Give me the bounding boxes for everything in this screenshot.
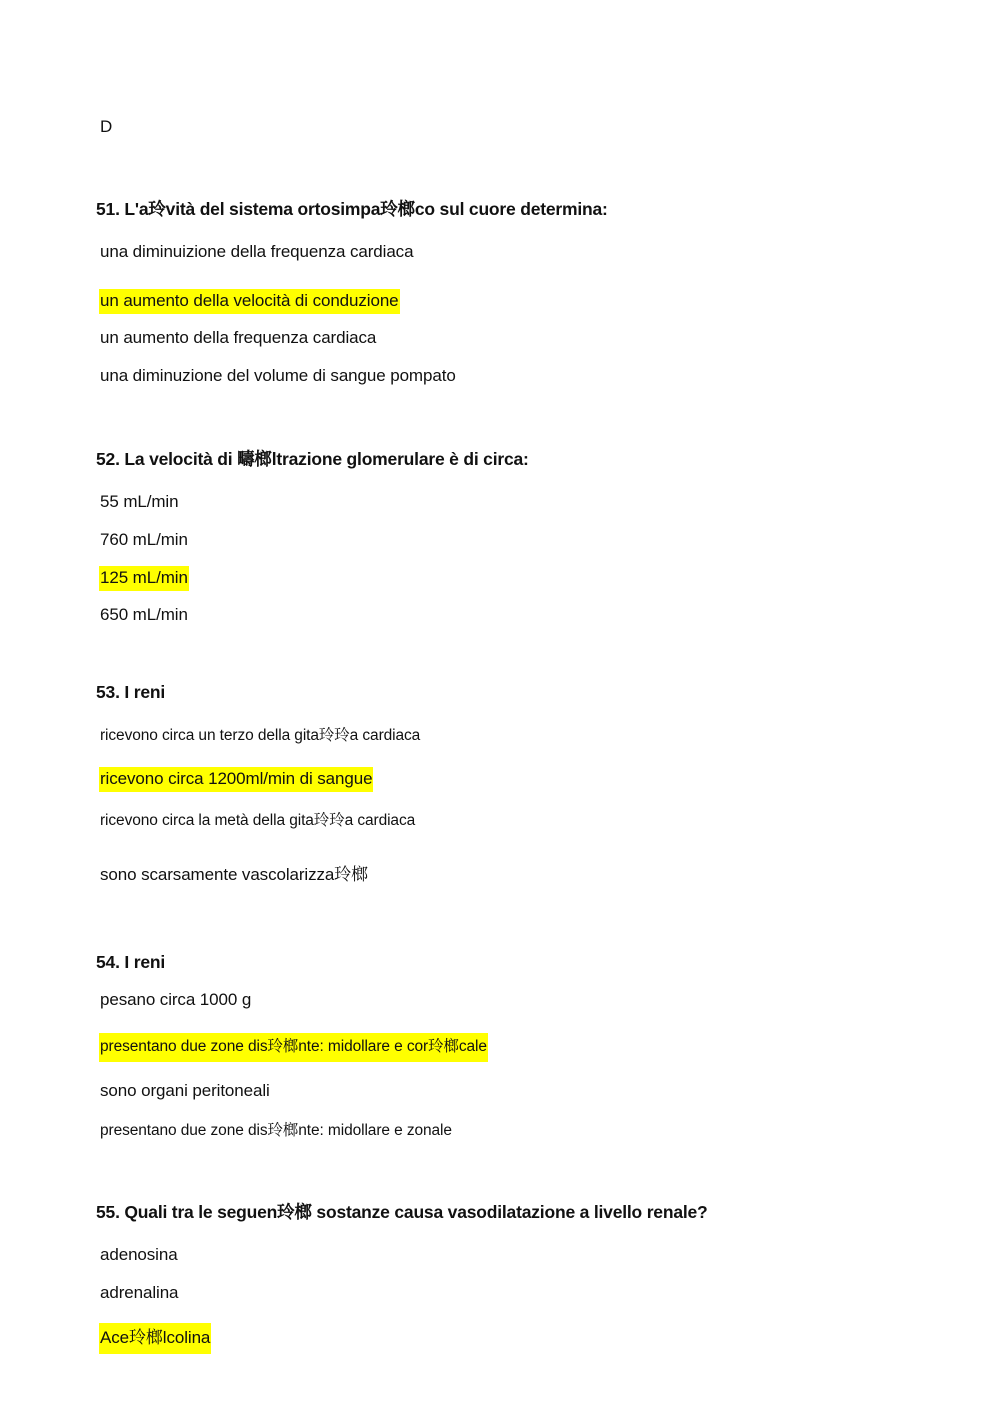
question-55-title: 55. Quali tra le seguen玲榔 sostanze causa vasodilatazione a livello renale?: [96, 1202, 708, 1222]
answer-52-b: 760 mL/min: [100, 530, 188, 549]
answer-54-a: pesano circa 1000 g: [100, 990, 252, 1009]
answer-53-b-highlighted: ricevono circa 1200ml/min di sangue: [99, 767, 373, 792]
answer-54-d: presentano due zone dis玲榔nte: midollare e zonale: [100, 1122, 452, 1139]
answer-54-b-highlighted: presentano due zone dis玲榔nte: midollare e cor玲榔cale: [99, 1033, 488, 1062]
answer-51-a: una diminuizione della frequenza cardiaca: [100, 242, 414, 261]
answer-53-c: ricevono circa la metà della gita玲玲a cardiaca: [100, 812, 416, 829]
answer-53-d: sono scarsamente vascolarizza玲榔: [100, 865, 369, 884]
question-52-title: 52. La velocità di 疇榔ltrazione glomerulare è di circa:: [96, 449, 529, 469]
question-54-title: 54. I reni: [96, 952, 166, 972]
answer-55-c-highlighted: Ace玲榔lcolina: [99, 1323, 211, 1354]
answer-52-d: 650 mL/min: [100, 605, 188, 624]
question-51-title: 51. L'a玲vità del sistema ortosimpa玲榔co sul cuore determina:: [96, 199, 608, 219]
page-fragment-letter: D: [100, 117, 113, 136]
answer-51-b-highlighted: un aumento della velocità di conduzione: [99, 289, 400, 314]
answer-52-c-highlighted: 125 mL/min: [99, 566, 189, 591]
question-53-title: 53. I reni: [96, 682, 166, 702]
answer-53-a: ricevono circa un terzo della gita玲玲a cardiaca: [100, 727, 421, 744]
answer-52-a: 55 mL/min: [100, 492, 179, 511]
answer-51-c: un aumento della frequenza cardiaca: [100, 328, 377, 347]
answer-55-a: adenosina: [100, 1245, 178, 1264]
answer-51-d: una diminuzione del volume di sangue pompato: [100, 366, 456, 385]
answer-54-c: sono organi peritoneali: [100, 1081, 270, 1100]
answer-55-b: adrenalina: [100, 1283, 179, 1302]
